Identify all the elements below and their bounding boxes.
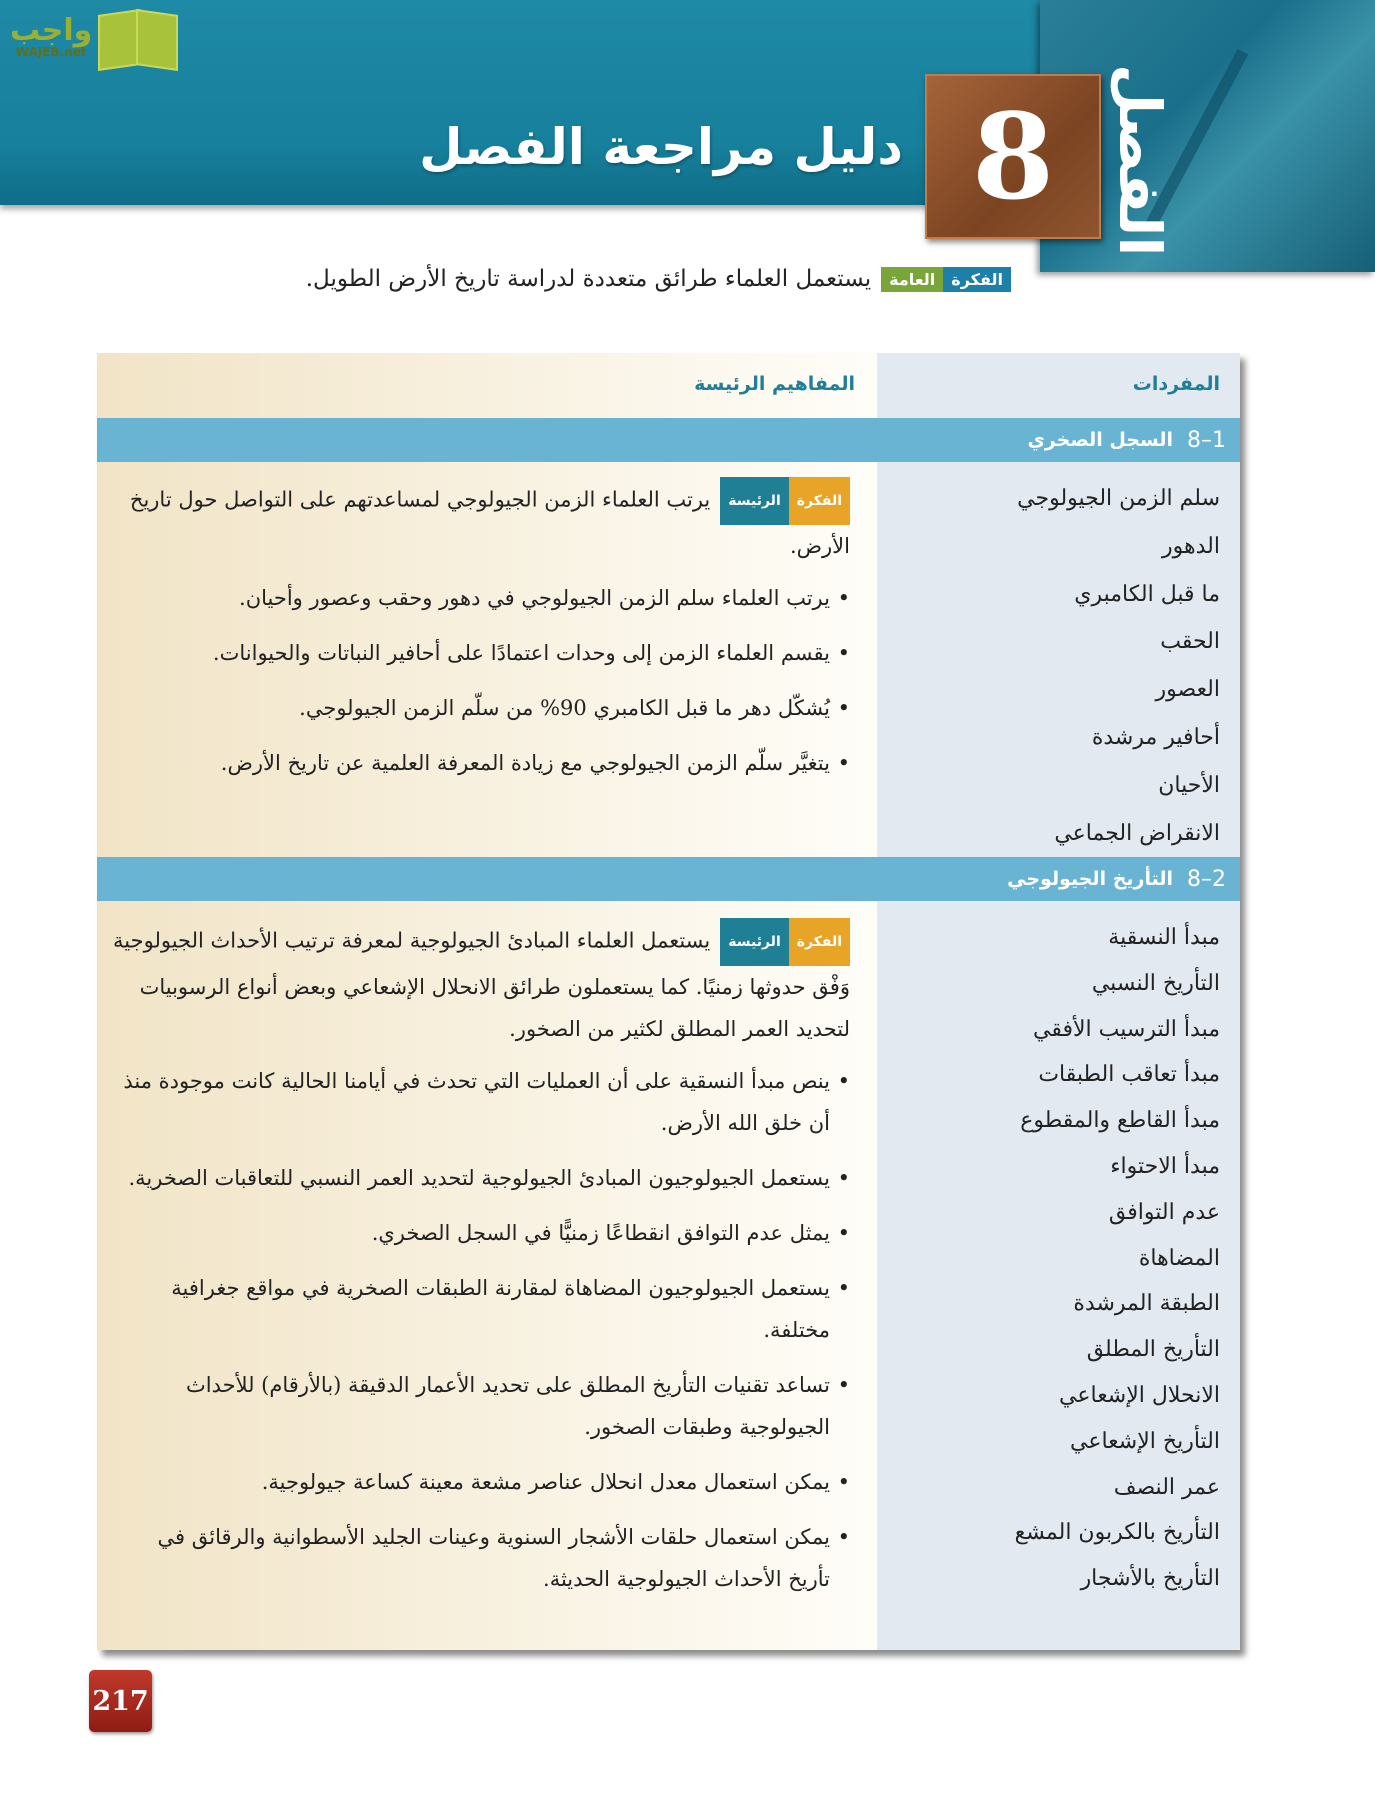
vocab-term: عمر النصف	[1113, 1474, 1220, 1500]
tag-idea: الفكرة	[789, 477, 850, 525]
concept-bullet: • يُشكّل دهر ما قبل الكامبري 90% من سلّم الزمن الجيولوجي.	[110, 687, 850, 729]
logo-english: WAJEB.net	[15, 45, 87, 59]
vocab-term: التأريخ النسبي	[1091, 970, 1220, 996]
vocab-term: الانحلال الإشعاعي	[1059, 1382, 1220, 1408]
section-title: التأريخ الجيولوجي	[1007, 868, 1173, 890]
main-idea-tag	[720, 918, 850, 966]
tag-general: العامة	[881, 267, 943, 292]
section-number: 8–2	[1187, 866, 1226, 892]
vocab-term: التأريخ المطلق	[1086, 1337, 1220, 1363]
big-idea-text: يستعمل العلماء طرائق متعددة لدراسة تاريخ الأرض الطويل.	[305, 266, 872, 292]
vocab-term: مبدأ القاطع والمقطوع	[1020, 1108, 1220, 1134]
section-number: 8–1	[1187, 427, 1226, 453]
vocab-term: مبدأ الاحتواء	[1110, 1153, 1220, 1179]
concept-bullet: • يتغيَّر سلّم الزمن الجيولوجي مع زيادة المعرفة العلمية عن تاريخ الأرض.	[110, 742, 850, 784]
vocab-term: مبدأ الترسيب الأفقي	[1033, 1016, 1220, 1042]
page-number: 217	[89, 1670, 152, 1732]
concept-bullet: • يقسم العلماء الزمن إلى وحدات اعتمادًا على أحافير النباتات والحيوانات.	[110, 632, 850, 674]
tag-main: الرئيسة	[720, 477, 788, 525]
vocab-term: سلم الزمن الجيولوجي	[1017, 486, 1220, 511]
review-table	[97, 353, 1240, 1650]
vocab-term: مبدأ تعاقب الطبقات	[1038, 1062, 1220, 1088]
vocab-term: الحقب	[1160, 629, 1220, 655]
chapter-number-box	[925, 74, 1101, 239]
wajeb-logo	[10, 8, 178, 66]
main-idea-text: يرتب العلماء الزمن الجيولوجي لمساعدتهم على التواصل حول تاريخ الأرض.	[129, 487, 850, 558]
big-idea-tag	[881, 267, 1011, 292]
vocab-term: الأحيان	[1158, 772, 1220, 798]
concept-bullet: • يرتب العلماء سلم الزمن الجيولوجي في دهور وحقب وعصور وأحيان.	[110, 577, 850, 619]
logo-arabic: واجب	[10, 13, 93, 48]
vocab-term: التأريخ بالكربون المشع	[1014, 1520, 1220, 1546]
vocab-term: مبدأ النسقية	[1108, 925, 1220, 950]
section-bar-1	[97, 418, 1240, 462]
concept-bullet: • ينص مبدأ النسقية على أن العمليات التي تحدث في أيامنا الحالية كانت موجودة منذ أن خلق الله الأرض.	[110, 1060, 850, 1144]
tag-idea: الفكرة	[943, 267, 1011, 292]
page-title: دليل مراجعة الفصل	[419, 118, 903, 176]
tag-idea: الفكرة	[789, 918, 850, 966]
vocab-term: أحافير مرشدة	[1091, 724, 1220, 750]
concept-bullet: • يستعمل الجيولوجيون المضاهاة لمقارنة الطبقات الصخرية في مواقع جغرافية مختلفة.	[110, 1267, 850, 1351]
chapter-number: 8	[971, 87, 1055, 226]
vocab-term: الطبقة المرشدة	[1073, 1291, 1220, 1317]
concept-bullet: • يمثل عدم التوافق انقطاعًا زمنيًّا في السجل الصخري.	[110, 1212, 850, 1254]
concept-bullet: • يمكن استعمال معدل انحلال عناصر مشعة معينة كساعة جيولوجية.	[110, 1461, 850, 1503]
main-idea	[110, 477, 850, 567]
vocab-list-1	[890, 475, 1220, 857]
section-title: السجل الصخري	[1027, 429, 1173, 451]
big-idea	[306, 266, 1011, 292]
vocab-term: عدم التوافق	[1108, 1199, 1220, 1225]
concepts-header: المفاهيم الرئيسة	[694, 373, 855, 395]
tag-main: الرئيسة	[720, 918, 788, 966]
vocab-term: التأريخ بالأشجار	[1080, 1566, 1220, 1592]
book-icon	[98, 8, 178, 66]
concepts-1	[110, 477, 850, 797]
vocab-header: المفردات	[1132, 373, 1220, 395]
concept-bullet: • يمكن استعمال حلقات الأشجار السنوية وعينات الجليد الأسطوانية والرقائق في تأريخ الأحداث الجيولوجية الحديثة.	[110, 1516, 850, 1600]
concept-bullet: • تساعد تقنيات التأريخ المطلق على تحديد الأعمار الدقيقة (بالأرقام) للأحداث الجيولوجية وطبقات الصخور.	[110, 1364, 850, 1448]
vocab-term: المضاهاة	[1138, 1245, 1220, 1271]
chapter-word: الفصل	[1106, 63, 1174, 257]
vocab-term: التأريخ الإشعاعي	[1070, 1428, 1220, 1454]
main-idea	[110, 918, 850, 1050]
concept-bullet: • يستعمل الجيولوجيون المبادئ الجيولوجية لتحديد العمر النسبي للتعاقبات الصخرية.	[110, 1157, 850, 1199]
vocab-list-2	[890, 915, 1220, 1602]
main-idea-text: يستعمل العلماء المبادئ الجيولوجية لمعرفة ترتيب الأحداث الجيولوجية وَفْق حدوثها زمنيًا. كما يستعملون طرائق الانحلال الإشعاعي وبعض أنواع الرسوبيات لتحديد العمر المطلق لكثير من الصخور.	[113, 928, 850, 1041]
vocab-term: ما قبل الكامبري	[1074, 581, 1220, 607]
vocab-term: الانقراض الجماعي	[1054, 820, 1220, 846]
concepts-2	[110, 918, 850, 1613]
section-bar-2	[97, 857, 1240, 901]
main-idea-tag	[720, 477, 850, 525]
vocab-term: الدهور	[1162, 533, 1220, 559]
vocab-term: العصور	[1155, 677, 1220, 703]
